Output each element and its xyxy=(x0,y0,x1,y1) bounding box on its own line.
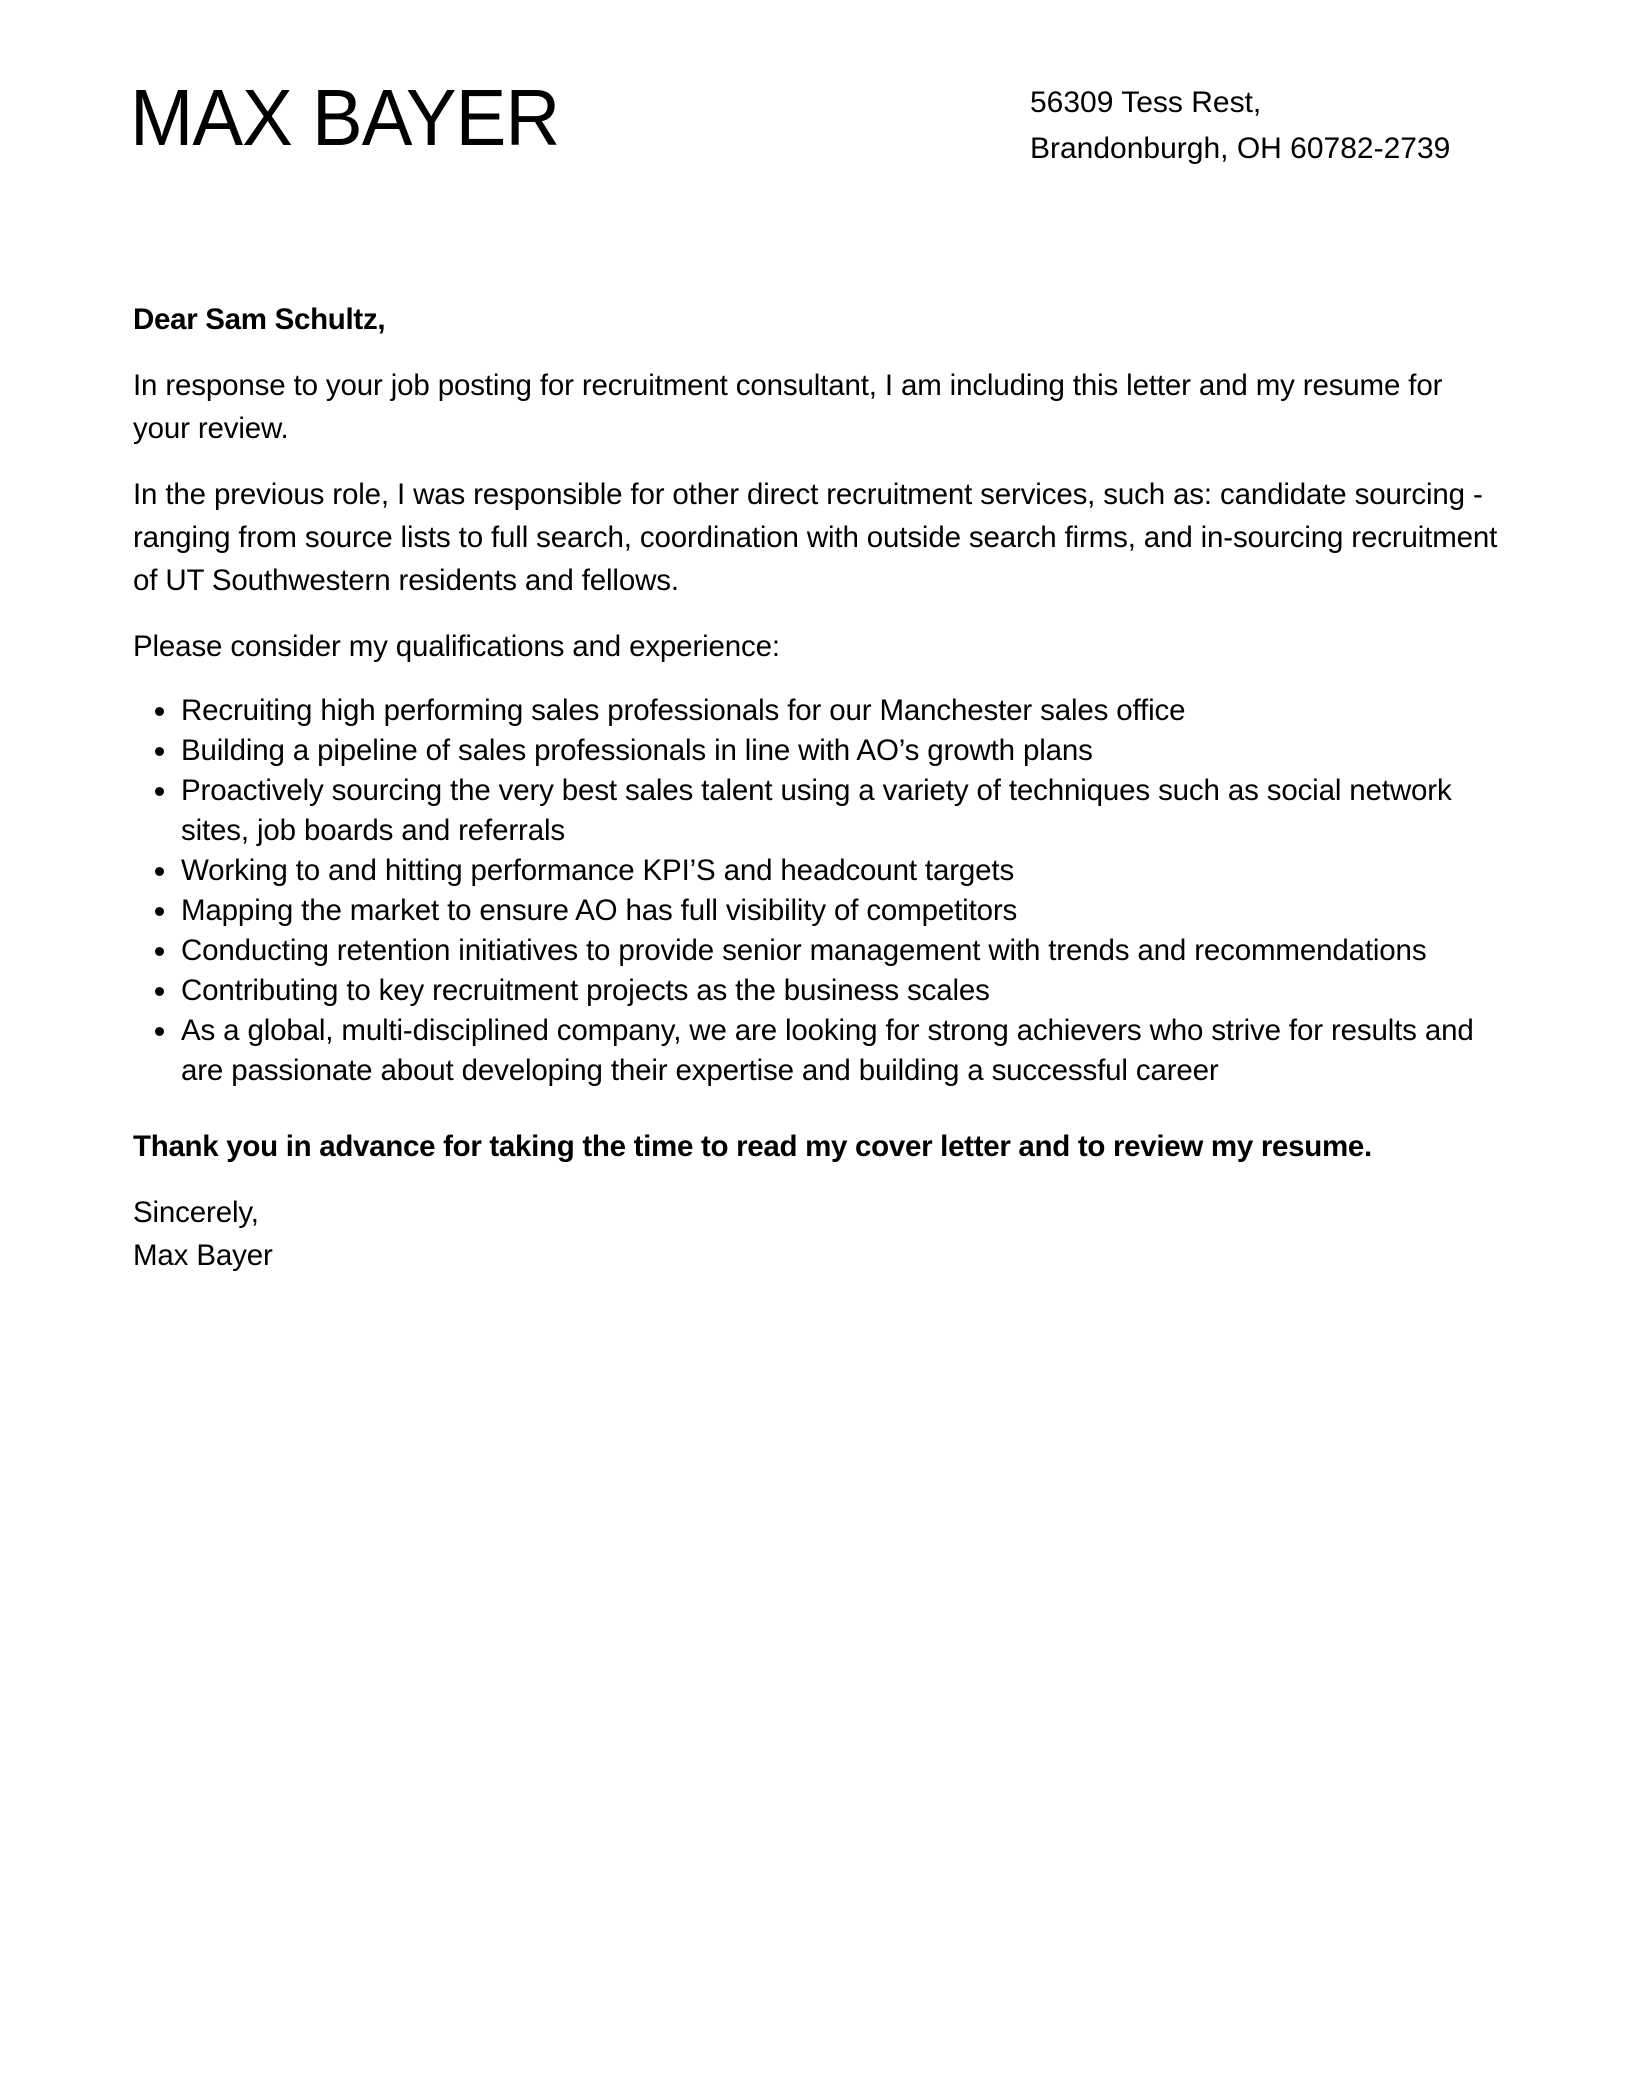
list-item-text: Mapping the market to ensure AO has full visibility of competitors xyxy=(181,894,1018,927)
qualifications-list xyxy=(133,691,1501,1091)
address-line-1: 56309 Tess Rest, xyxy=(1030,86,1262,119)
list-item-text: Recruiting high performing sales professionals for our Manchester sales office xyxy=(181,694,1186,727)
salutation: Dear Sam Schultz, xyxy=(133,303,386,336)
list-item-text: As a global, multi-disciplined company, we are looking for strong achievers who strive for results and are passionate about developing their expertise and building a successful career xyxy=(181,1014,1474,1087)
bullet-icon xyxy=(155,987,164,996)
list-item xyxy=(133,931,1501,971)
letter-body xyxy=(133,298,1501,1277)
bullet-icon xyxy=(155,707,164,716)
list-item xyxy=(133,771,1501,851)
list-item xyxy=(133,891,1501,931)
address-line-2: Brandonburgh, OH 60782-2739 xyxy=(1030,132,1451,165)
list-item xyxy=(133,691,1501,731)
bullet-icon xyxy=(155,947,164,956)
list-item-text: Conducting retention initiatives to provide senior management with trends and recommendations xyxy=(181,934,1427,967)
bullet-icon xyxy=(155,1027,164,1036)
list-item xyxy=(133,1011,1501,1091)
bullet-icon xyxy=(155,867,164,876)
list-item-text: Contributing to key recruitment projects as the business scales xyxy=(181,974,990,1007)
applicant-name: MAX BAYER xyxy=(130,73,560,162)
qualifications-intro: Please consider my qualifications and experience: xyxy=(133,630,780,663)
applicant-address xyxy=(1030,80,1450,172)
list-item xyxy=(133,731,1501,771)
signature-name: Max Bayer xyxy=(133,1239,273,1272)
list-item-text: Building a pipeline of sales professionals in line with AO’s growth plans xyxy=(181,734,1093,767)
signoff-block xyxy=(133,1191,1501,1277)
bullet-icon xyxy=(155,747,164,756)
bullet-icon xyxy=(155,907,164,916)
intro-paragraph: In response to your job posting for recruitment consultant, I am including this letter and my resume for your review. xyxy=(133,369,1443,445)
signoff-text: Sincerely, xyxy=(133,1196,259,1229)
list-item xyxy=(133,851,1501,891)
list-item-text: Working to and hitting performance KPI’S and headcount targets xyxy=(181,854,1015,887)
experience-paragraph: In the previous role, I was responsible for other direct recruitment services, such as: candidate sourcing - ranging from source lists to full search, coordination with outside search firms, and in-sourcing recruitment of UT Southwestern residents and fellows. xyxy=(133,478,1498,597)
closing-statement: Thank you in advance for taking the time to read my cover letter and to review my resume. xyxy=(133,1130,1372,1163)
bullet-icon xyxy=(155,787,164,796)
list-item xyxy=(133,971,1501,1011)
list-item-text: Proactively sourcing the very best sales talent using a variety of techniques such as social network sites, job boards and referrals xyxy=(181,774,1452,847)
